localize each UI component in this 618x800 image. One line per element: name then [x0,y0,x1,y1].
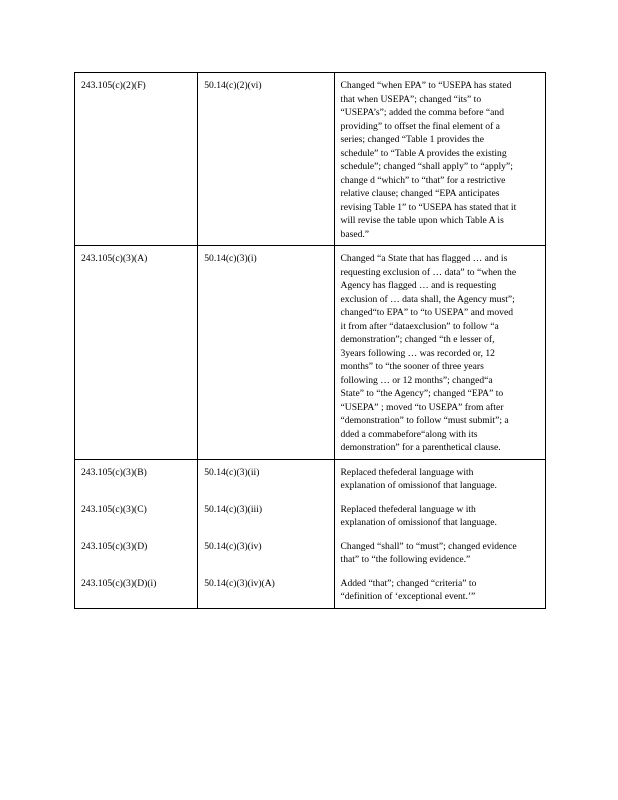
section-cell [75,497,198,534]
table-row [75,571,546,609]
section-cell [75,571,198,609]
section-number: 243.105(c)(3)(D) [81,540,148,552]
description-cell [334,497,545,534]
change-description: Changed “when EPA” to “USEPA has stated that when USEPA”; changed “its” to “USEPA’s”; added the comma before “and providing” to offset the final element of a series; changed “Table 1 provides the schedule” to “Table A provides the existing schedule”; changed “shall apply” to “apply”; change d “which” to “that” for a restrictive relative clause; changed “EPA anticipates revising Table 1” to “USEPA has stated that it will revise the table upon which Table A is based.” [340,80,517,240]
cfr-reference: 50.14(c)(3)(iv)(A) [204,577,275,589]
section-number: 243.105(c)(3)(A) [81,253,148,264]
cfr-reference: 50.14(c)(2)(vi) [204,80,262,91]
change-description: Added “that”; changed “criteria” to “definition of ‘exceptional event.’” [340,577,477,602]
cfr-cell [198,73,334,246]
cfr-reference: 50.14(c)(3)(i) [204,253,257,264]
table-row [75,246,546,460]
cfr-reference: 50.14(c)(3)(iv) [204,540,262,552]
section-number: 243.105(c)(3)(C) [81,503,147,515]
cfr-cell [198,571,334,609]
table-row [75,459,546,497]
cfr-reference: 50.14(c)(3)(ii) [204,466,260,478]
table-row [75,497,546,534]
change-description: Replaced thefederal language w ith explanation of omissionof that language. [340,503,497,528]
section-cell [75,459,198,497]
cfr-cell [198,534,334,571]
table-row [75,534,546,571]
change-description: Replaced thefederal language with explanation of omissionof that language. [340,466,497,491]
change-description: Changed “shall” to “must”; changed evidence that” to “the following evidence.” [340,540,517,565]
section-cell [75,246,198,460]
amendments-table [74,72,546,609]
cfr-cell [198,497,334,534]
description-cell [334,246,545,460]
section-number: 243.105(c)(3)(B) [81,466,147,478]
section-cell [75,73,198,246]
change-description: Changed “a State that has flagged … and is requesting exclusion of … data” to “when the Agency has flagged … and is requesting exclusion of … data shall, the Agency must”; changed“to EPA” to “to USEPA” and moved it from after “dataexclusion” to follow “a demonstration”; changed “th e lesser of, 3years following … was recorded or, 12 months” to “the sooner of three years following … or 12 months”; changed“a State” to “the Agency”; changed “EPA” to “USEPA” ; moved “to USEPA” from after “demonstration” to follow “must submit”; a dded a commabefore“along with its demonstration” for a parenthetical clause. [340,253,517,453]
cfr-cell [198,246,334,460]
description-cell [334,571,545,609]
description-cell [334,534,545,571]
section-number: 243.105(c)(3)(D)(i) [81,577,157,589]
cfr-cell [198,459,334,497]
table-row [75,73,546,246]
description-cell [334,73,545,246]
section-number: 243.105(c)(2)(F) [81,80,146,91]
section-cell [75,534,198,571]
description-cell [334,459,545,497]
cfr-reference: 50.14(c)(3)(iii) [204,503,263,515]
